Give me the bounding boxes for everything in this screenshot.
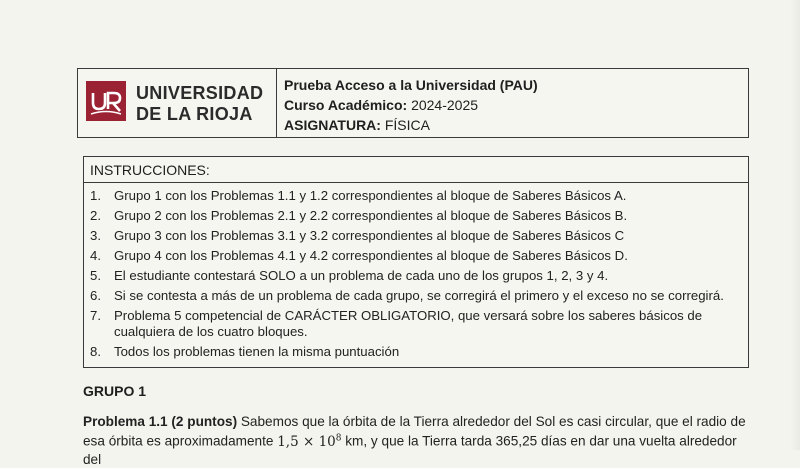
exam-header	[77, 68, 749, 138]
subject-label: ASIGNATURA:	[284, 117, 381, 133]
exam-title: Prueba Acceso a la Universidad (PAU)	[284, 77, 538, 93]
course-label: Curso Académico:	[284, 97, 408, 113]
instruction-text: El estudiante contestará SOLO a un problema de cada uno de los grupos 1, 2, 3 y 4.	[114, 268, 609, 283]
instructions-box	[83, 156, 749, 368]
problem-text-a: Sabemos que la órbita de la Tierra alrededor del Sol es casi circular, que el radio de esa órbita es aproximadamente	[83, 414, 746, 449]
instruction-item	[84, 288, 748, 304]
university-name-line1: UNIVERSIDAD	[136, 83, 264, 103]
instruction-item	[84, 228, 748, 244]
instructions-list	[84, 183, 748, 360]
instruction-text: Grupo 1 con los Problemas 1.1 y 1.2 correspondientes al bloque de Saberes Básicos A.	[114, 188, 627, 203]
instruction-text: Grupo 2 con los Problemas 2.1 y 2.2 correspondientes al bloque de Saberes Básicos B.	[114, 208, 628, 223]
instruction-text: Grupo 4 con los Problemas 4.1 y 4.2 correspondientes al bloque de Saberes Básicos D.	[114, 248, 628, 263]
instruction-item	[84, 344, 748, 360]
university-name-line2: DE LA RIOJA	[136, 104, 253, 124]
instruction-item	[84, 268, 748, 284]
subject-line	[284, 115, 538, 135]
course-line	[284, 95, 538, 115]
ur-logo-icon	[86, 81, 126, 121]
instruction-number: 3.	[90, 228, 101, 243]
instruction-text: Problema 5 competencial de CARÁCTER OBLIGATORIO, que versará sobre los saberes básicos de cualquiera de los cuatro bloques.	[114, 308, 703, 339]
instructions-heading: INSTRUCCIONES:	[84, 157, 748, 183]
problem-text-b: km, y que la Tierra tarda 365,25 días en dar una vuelta alrededor del	[83, 433, 737, 467]
instruction-text: Si se contesta a más de un problema de cada grupo, se corregirá el primero y el exceso no se corregirá.	[114, 288, 724, 303]
group-1-heading: GRUPO 1	[83, 383, 147, 399]
problem-1-1	[83, 413, 753, 468]
formula-mantissa: 1,5 × 10	[277, 433, 336, 450]
instruction-number: 5.	[90, 268, 101, 283]
problem-label: Problema 1.1 (2 puntos)	[83, 414, 238, 429]
instruction-number: 8.	[90, 344, 101, 359]
instruction-number: 4.	[90, 248, 101, 263]
instruction-text: Todos los problemas tienen la misma puntuación	[114, 344, 400, 359]
formula-exponent: 8	[335, 433, 342, 443]
orbit-radius-formula	[277, 434, 341, 450]
instruction-text: Grupo 3 con los Problemas 3.1 y 3.2 correspondientes al bloque de Saberes Básicos C	[114, 228, 625, 243]
instruction-number: 7.	[90, 308, 101, 323]
page-shadow	[790, 0, 800, 450]
instruction-item	[84, 208, 748, 224]
instruction-number: 6.	[90, 288, 101, 303]
instruction-item	[84, 308, 748, 340]
course-value: 2024-2025	[411, 97, 479, 113]
instruction-number: 2.	[90, 208, 101, 223]
exam-info	[284, 75, 538, 135]
university-name	[136, 83, 263, 125]
instruction-number: 1.	[90, 188, 101, 203]
instruction-item	[84, 248, 748, 264]
university-logo	[78, 69, 277, 137]
subject-value: FÍSICA	[384, 117, 430, 133]
instruction-item	[84, 188, 748, 204]
